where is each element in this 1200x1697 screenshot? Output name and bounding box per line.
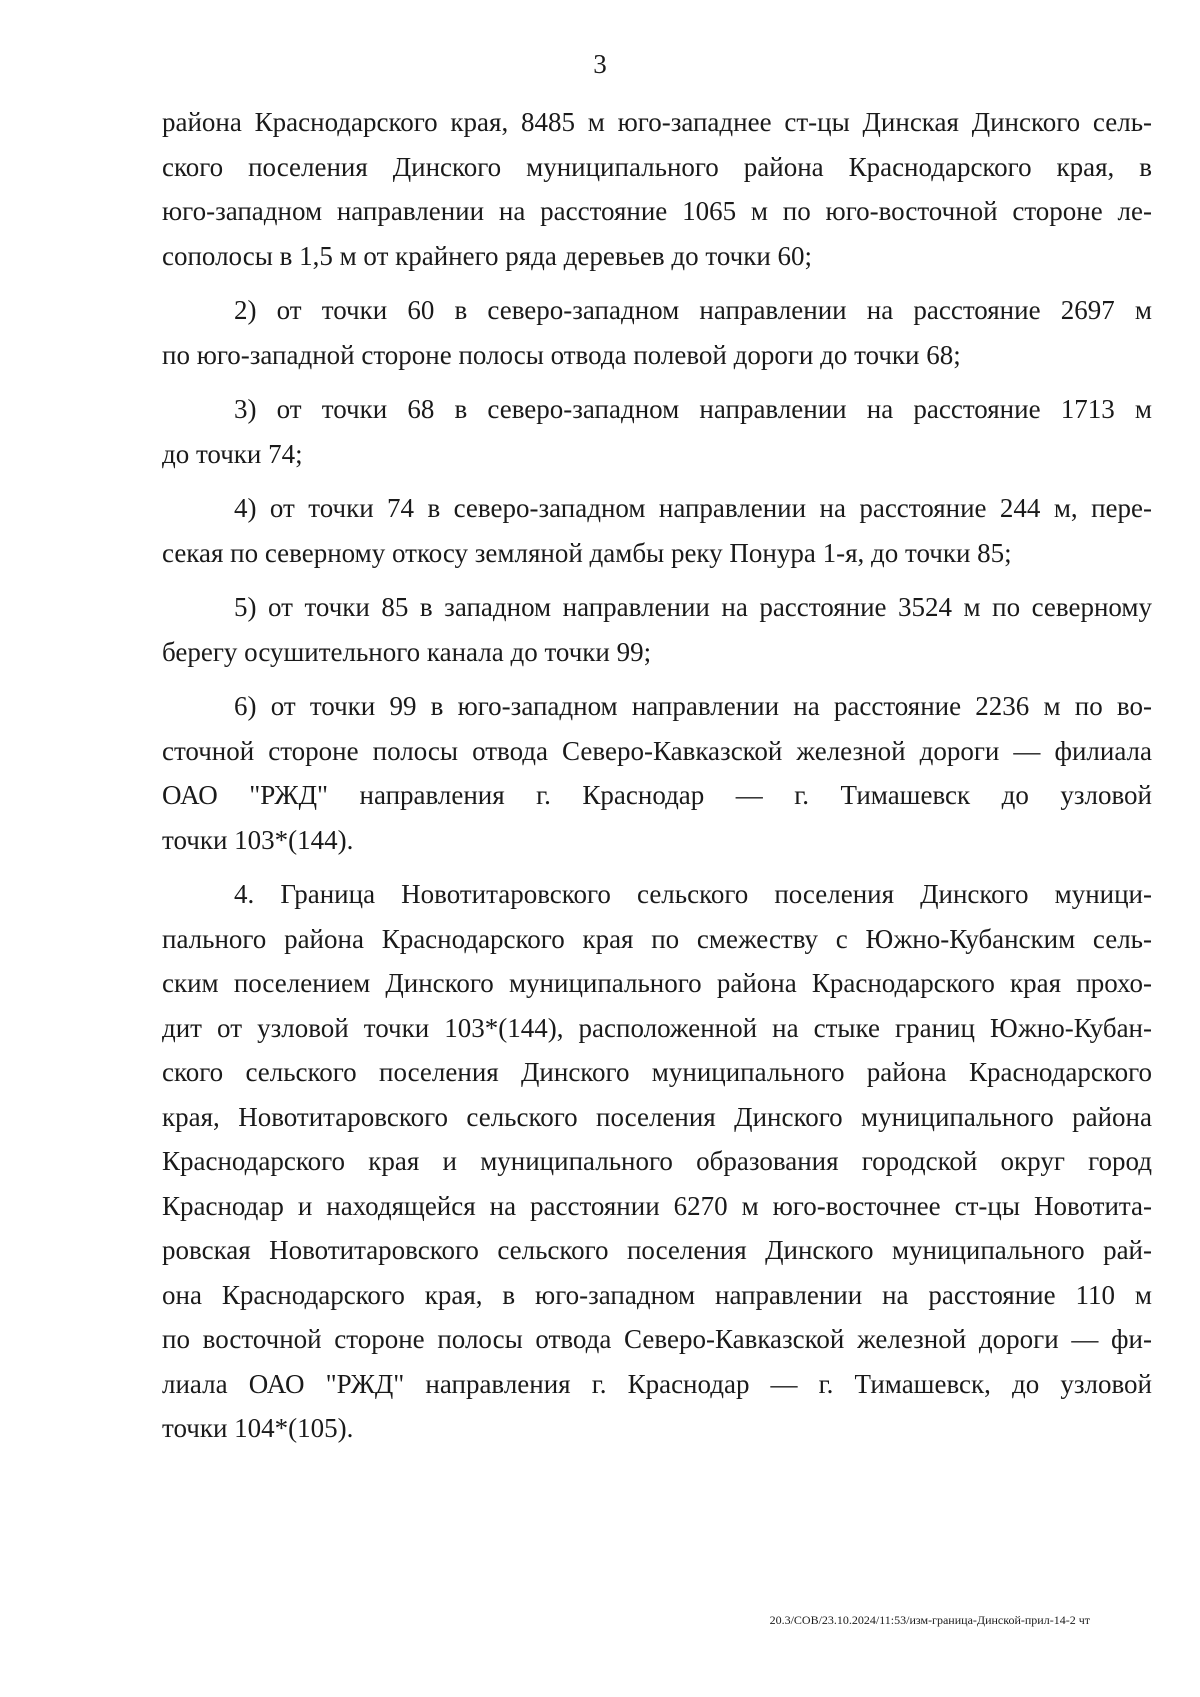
text-line: по юго-западной стороне полосы отвода полевой дороги до точки 68; (162, 339, 961, 370)
text-line: ским поселением Динского муниципального района Краснодарского края прохо- (162, 968, 1152, 998)
text-line: пального района Краснодарского края по смежеству с Южно-Кубанским сель- (162, 923, 1152, 954)
text-line: юго-западном направлении на расстояние 1065 м по юго-восточной стороне ле- (162, 196, 1152, 226)
paragraph (162, 387, 1152, 476)
text-line: ровская Новотитаровского сельского поселения Динского муниципального рай- (162, 1235, 1152, 1265)
text-line: Краснодар и находящейся на расстоянии 6270 м юго-восточнее ст-цы Новотита- (162, 1190, 1152, 1221)
text-line: берегу осушительного канала до точки 99; (162, 636, 652, 667)
document-footer-stamp: 20.3/СОВ/23.10.2024/11:53/изм-граница-Динской-прил-14-2 чт (769, 1613, 1090, 1627)
text-line: 5) от точки 85 в западном направлении на расстояние 3524 м по северному (234, 592, 1152, 622)
text-line: ОАО "РЖД" направления г. Краснодар — г. Тимашевск до узловой (162, 780, 1152, 810)
text-line: по восточной стороне полосы отвода Северо-Кавказской железной дороги — фи- (162, 1324, 1152, 1354)
text-line: Краснодарского края и муниципального образования городской округ город (162, 1146, 1152, 1176)
text-line: края, Новотитаровского сельского поселения Динского муниципального района (162, 1101, 1152, 1132)
paragraph (162, 684, 1152, 862)
text-line: до точки 74; (162, 438, 303, 469)
paragraph (162, 288, 1152, 377)
text-line: секая по северному откосу земляной дамбы реку Понура 1-я, до точки 85; (162, 537, 1012, 568)
page-number: 3 (593, 49, 607, 79)
text-line: 4. Граница Новотитаровского сельского поселения Динского муници- (234, 879, 1152, 909)
text-line: ского сельского поселения Динского муниципального района Краснодарского (162, 1057, 1152, 1087)
text-line: района Краснодарского края, 8485 м юго-западнее ст-цы Динская Динского сель- (162, 107, 1152, 137)
text-line: она Краснодарского края, в юго-западном направлении на расстояние 110 м (162, 1279, 1152, 1310)
paragraph (162, 872, 1152, 1451)
text-line: 2) от точки 60 в северо-западном направлении на расстояние 2697 м (234, 295, 1152, 325)
paragraph (162, 100, 1152, 278)
text-line: 4) от точки 74 в северо-западном направлении на расстояние 244 м, пере- (234, 493, 1152, 523)
text-line: 3) от точки 68 в северо-западном направлении на расстояние 1713 м (234, 394, 1152, 424)
text-line: лиала ОАО "РЖД" направления г. Краснодар — г. Тимашевск, до узловой (162, 1368, 1152, 1399)
text-line: 6) от точки 99 в юго-западном направлении на расстояние 2236 м по во- (234, 691, 1152, 721)
document-body (162, 100, 1152, 1451)
text-line: сополосы в 1,5 м от крайнего ряда деревьев до точки 60; (162, 240, 813, 271)
text-line: точки 103*(144). (162, 824, 354, 855)
text-line: ского поселения Динского муниципального района Краснодарского края, в (162, 151, 1152, 182)
paragraph (162, 486, 1152, 575)
text-line: сточной стороне полосы отвода Северо-Кавказской железной дороги — филиала (162, 735, 1152, 766)
paragraph (162, 585, 1152, 674)
text-line: дит от узловой точки 103*(144), расположенной на стыке границ Южно-Кубан- (162, 1012, 1152, 1043)
text-line: точки 104*(105). (162, 1413, 354, 1443)
